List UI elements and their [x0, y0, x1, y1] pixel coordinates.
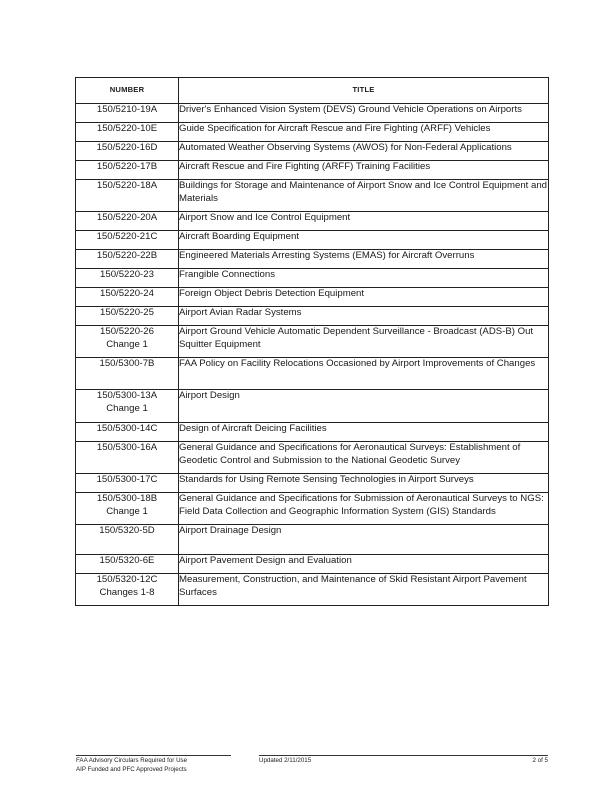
table-row	[76, 442, 549, 474]
ac-title: Airport Snow and Ice Control Equipment	[179, 212, 549, 231]
ac-title: Airport Avian Radar Systems	[179, 307, 549, 326]
table-row	[76, 326, 549, 358]
ac-title: Airport Design	[179, 390, 549, 423]
ac-title: Airport Ground Vehicle Automatic Dependent Surveillance - Broadcast (ADS-B) Out Squitter Equipment	[179, 326, 549, 358]
table-row	[76, 269, 549, 288]
ac-title: General Guidance and Specifications for Submission of Aeronautical Surveys to NGS: Field Data Collection and Geographic Information System (GIS) Standards	[179, 493, 549, 525]
ac-number: 150/5320-12C Changes 1-8	[76, 574, 179, 606]
ac-title: Guide Specification for Aircraft Rescue and Fire Fighting (ARFF) Vehicles	[179, 123, 549, 142]
ac-number: 150/5220-10E	[76, 123, 179, 142]
table-row	[76, 574, 549, 606]
table-row	[76, 180, 549, 212]
ac-title: Automated Weather Observing Systems (AWOS) for Non-Federal Applications	[179, 142, 549, 161]
ac-title: Frangible Connections	[179, 269, 549, 288]
ac-number: 150/5320-5D	[76, 525, 179, 555]
table-row	[76, 161, 549, 180]
ac-number: 150/5220-24	[76, 288, 179, 307]
ac-number: 150/5220-20A	[76, 212, 179, 231]
footer-updated-date: Updated 2/11/2015	[259, 757, 312, 764]
ac-title: Design of Aircraft Deicing Facilities	[179, 423, 549, 442]
table-row	[76, 358, 549, 390]
ac-number: 150/5220-17B	[76, 161, 179, 180]
table-row	[76, 104, 549, 123]
footer-page-number: 2 of 5	[532, 757, 548, 764]
ac-number: 150/5210-19A	[76, 104, 179, 123]
table-row	[76, 212, 549, 231]
ac-number: 150/5220-26 Change 1	[76, 326, 179, 358]
ac-number: 150/5300-7B	[76, 358, 179, 390]
column-header-number: NUMBER	[76, 78, 179, 104]
table-row	[76, 307, 549, 326]
ac-number: 150/5300-13A Change 1	[76, 390, 179, 423]
ac-number: 150/5320-6E	[76, 555, 179, 574]
footer-rule-left	[76, 755, 231, 756]
ac-title: Airport Drainage Design	[179, 525, 549, 555]
ac-title: Standards for Using Remote Sensing Technologies in Airport Surveys	[179, 474, 549, 493]
ac-number: 150/5220-23	[76, 269, 179, 288]
ac-title: Driver's Enhanced Vision System (DEVS) Ground Vehicle Operations on Airports	[179, 104, 549, 123]
table-row	[76, 123, 549, 142]
footer-document-title	[76, 757, 216, 774]
footer-rule-right	[259, 755, 548, 756]
table-row	[76, 288, 549, 307]
table-row	[76, 555, 549, 574]
ac-number: 150/5220-18A	[76, 180, 179, 212]
ac-title: Buildings for Storage and Maintenance of Airport Snow and Ice Control Equipment and Materials	[179, 180, 549, 212]
ac-number: 150/5220-16D	[76, 142, 179, 161]
table-row	[76, 390, 549, 423]
ac-number: 150/5300-16A	[76, 442, 179, 474]
footer-title-line-1: FAA Advisory Circulars Required for Use	[76, 757, 188, 764]
column-header-title: TITLE	[179, 78, 549, 104]
ac-title: Engineered Materials Arresting Systems (EMAS) for Aircraft Overruns	[179, 250, 549, 269]
table-header-row	[76, 78, 549, 104]
ac-title: Aircraft Rescue and Fire Fighting (ARFF) Training Facilities	[179, 161, 549, 180]
ac-number: 150/5220-22B	[76, 250, 179, 269]
table-row	[76, 423, 549, 442]
ac-title: Foreign Object Debris Detection Equipment	[179, 288, 549, 307]
table-row	[76, 474, 549, 493]
advisory-circulars-table	[75, 77, 549, 606]
table-row	[76, 525, 549, 555]
ac-title: Measurement, Construction, and Maintenance of Skid Resistant Airport Pavement Surfaces	[179, 574, 549, 606]
footer-title-line-2: AIP Funded and PFC Approved Projects	[76, 765, 187, 773]
ac-number: 150/5300-18B Change 1	[76, 493, 179, 525]
ac-change: Change 1	[106, 505, 148, 517]
ac-change: Changes 1-8	[99, 586, 155, 598]
table-row	[76, 231, 549, 250]
ac-number: 150/5300-17C	[76, 474, 179, 493]
ac-title: General Guidance and Specifications for Aeronautical Surveys: Establishment of Geodetic Control and Submission to the National Geodetic Survey	[179, 442, 549, 474]
table-row	[76, 250, 549, 269]
ac-change: Change 1	[106, 402, 148, 414]
table-row	[76, 493, 549, 525]
ac-change: Change 1	[106, 338, 148, 350]
ac-number: 150/5300-14C	[76, 423, 179, 442]
ac-title: FAA Policy on Facility Relocations Occasioned by Airport Improvements of Changes	[179, 358, 549, 390]
ac-number: 150/5220-21C	[76, 231, 179, 250]
ac-number: 150/5220-25	[76, 307, 179, 326]
ac-title: Aircraft Boarding Equipment	[179, 231, 549, 250]
table-row	[76, 142, 549, 161]
ac-title: Airport Pavement Design and Evaluation	[179, 555, 549, 574]
